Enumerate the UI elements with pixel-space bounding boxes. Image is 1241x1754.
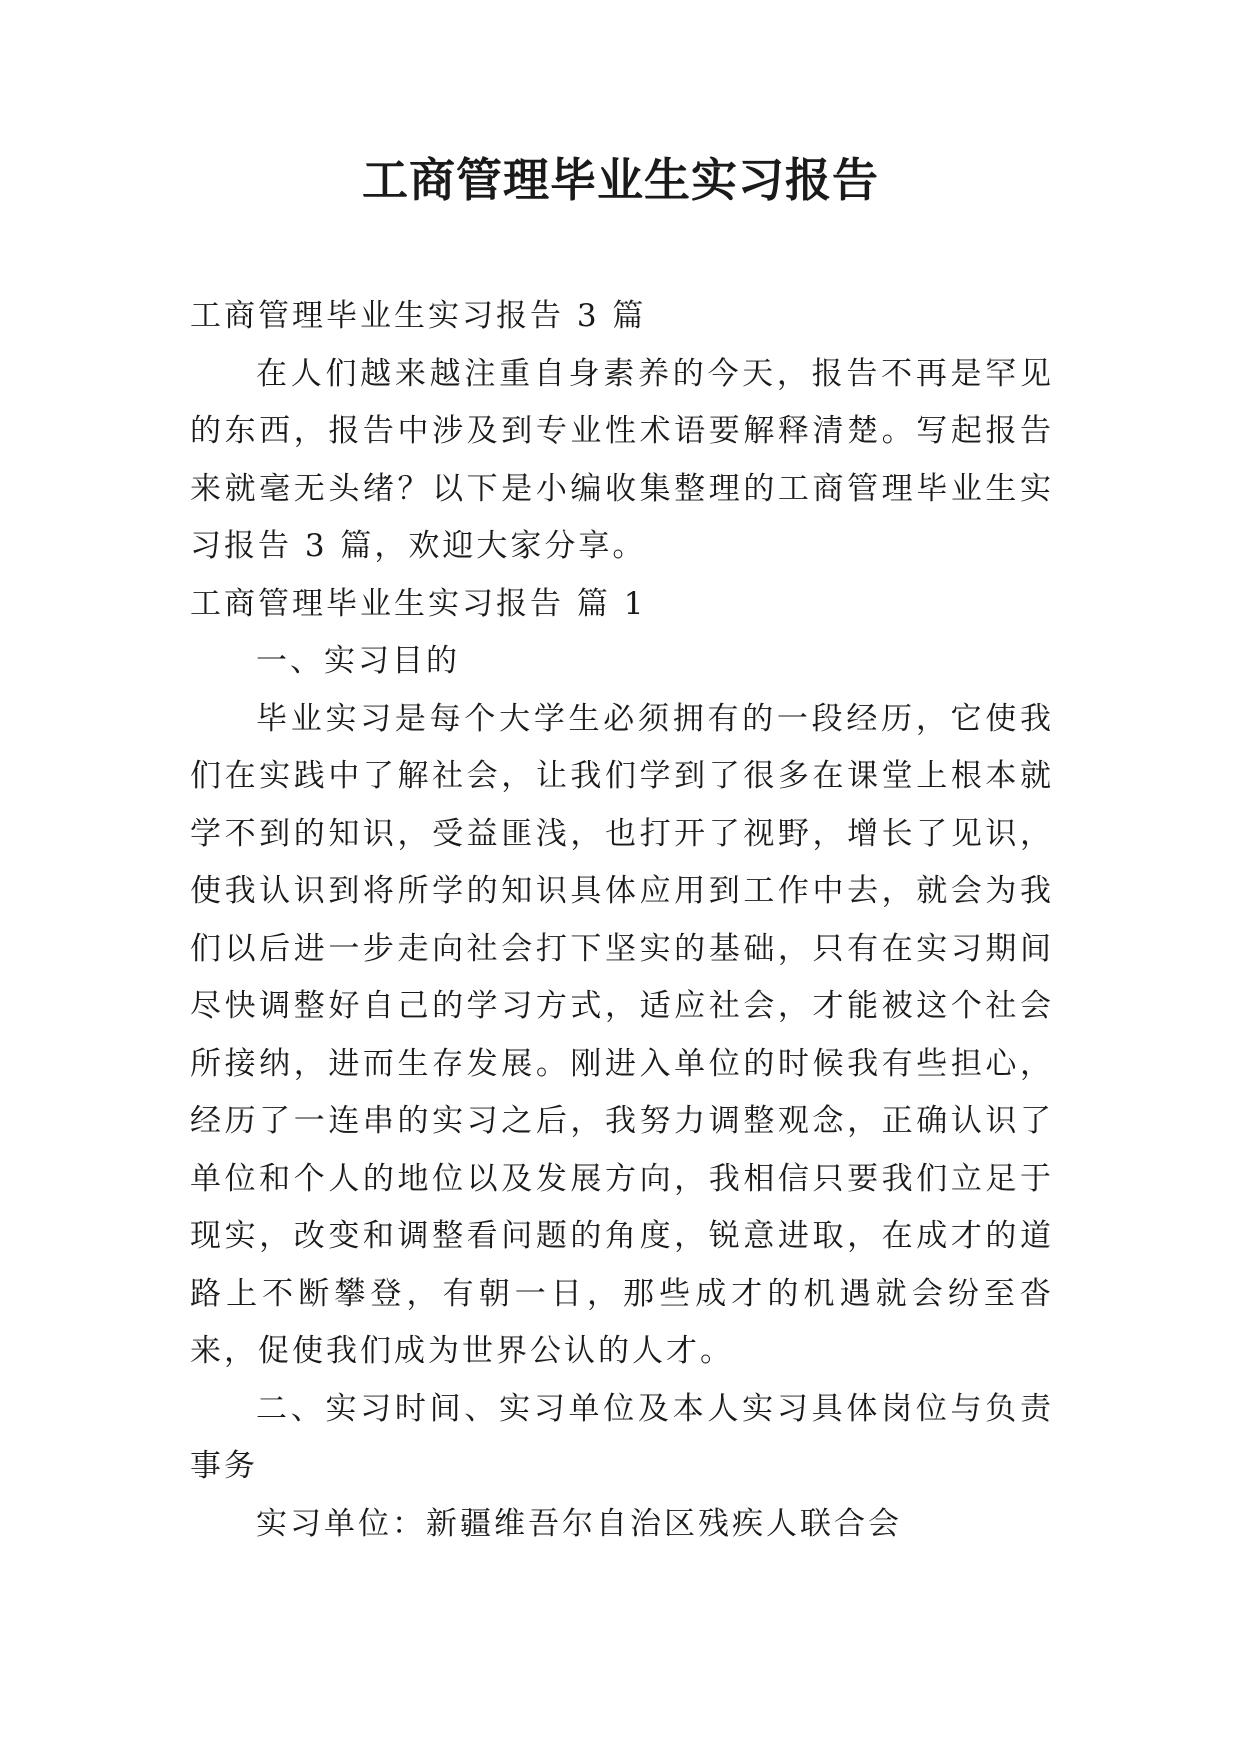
intro-paragraph: 在人们越来越注重自身素养的今天，报告不再是罕见的东西，报告中涉及到专业性术语要解释清楚。写起报告来就毫无头绪？以下是小编收集整理的工商管理毕业生实习报告 3 篇，欢迎大家分享。 bbox=[190, 355, 1054, 564]
document-title: 工商管理毕业生实习报告 bbox=[362, 153, 879, 207]
internship-purpose-paragraph: 毕业实习是每个大学生必须拥有的一段经历，它使我们在实践中了解社会，让我们学到了很多在课堂上根本就学不到的知识，受益匪浅，也打开了视野，增长了见识，使我认识到将所学的知识具体应用到工作中去，就会为我们以后进一步走向社会打下坚实的基础，只有在实习期间尽快调整好自己的学习方式，适应社会，才能被这个社会所接纳，进而生存发展。刚进入单位的时候我有些担心，经历了一连串的实习之后，我努力调整观念，正确认识了单位和个人的地位以及发展方向，我相信只要我们立足于现实，改变和调整看问题的角度，锐意进取，在成才的道路上不断攀登，有朝一日，那些成才的机遇就会纷至沓来，促使我们成为世界公认的人才。 bbox=[190, 700, 1054, 1369]
document-body bbox=[190, 288, 1054, 1553]
subtitle-paragraph: 工商管理毕业生实习报告 3 篇 bbox=[190, 298, 647, 334]
heading-internship-time-unit: 二、实习时间、实习单位及本人实习具体岗位与负责事务 bbox=[190, 1390, 1054, 1484]
section-heading-part-1: 工商管理毕业生实习报告 篇 1 bbox=[190, 585, 647, 622]
heading-internship-purpose: 一、实习目的 bbox=[256, 643, 460, 679]
internship-unit-paragraph: 实习单位：新疆维吾尔自治区残疾人联合会 bbox=[256, 1505, 902, 1542]
